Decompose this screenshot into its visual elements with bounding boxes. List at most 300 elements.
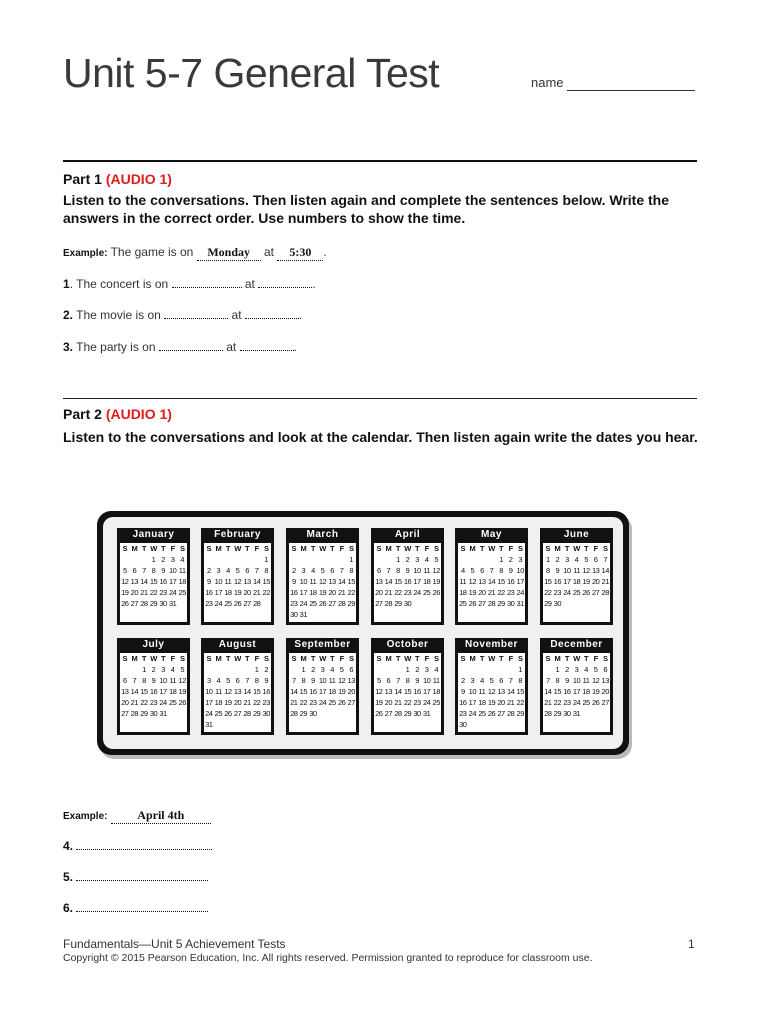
day-number: 21 (252, 588, 261, 597)
weekday-header: W (150, 654, 157, 663)
month-days-grid (289, 543, 356, 622)
day-number: 20 (478, 588, 486, 597)
weekday-header: T (415, 654, 420, 663)
day-number: 13 (121, 687, 129, 696)
weekday-header: T (161, 654, 166, 663)
empty-day (506, 664, 516, 675)
month-name: June (563, 529, 590, 540)
day-number: 22 (299, 698, 308, 707)
day-number: 31 (516, 599, 524, 608)
day-number: 25 (572, 588, 581, 597)
day-number: 19 (318, 588, 327, 597)
day-number: 8 (499, 566, 503, 575)
day-number: 28 (243, 709, 251, 718)
example-label: Example: (63, 248, 108, 259)
day-number: 17 (318, 687, 327, 696)
weekday-header: M (300, 544, 307, 553)
part2-example (63, 808, 211, 824)
weekday-header: M (469, 544, 476, 553)
day-number: 15 (544, 577, 552, 586)
month-days-grid (120, 543, 187, 622)
day-number: 6 (386, 676, 391, 685)
part2-label: Part 2 (63, 406, 102, 422)
weekday-header: T (310, 654, 315, 663)
weekday-header: T (330, 544, 335, 553)
day-number: 29 (140, 709, 148, 718)
day-number: 15 (299, 687, 308, 696)
empty-day (289, 554, 299, 565)
day-number: 21 (601, 577, 609, 586)
day-number: 3 (574, 665, 579, 674)
day-number: 13 (347, 676, 355, 685)
weekday-header: T (141, 544, 146, 553)
weekday-header: S (263, 544, 269, 553)
weekday-header: T (245, 654, 250, 663)
day-number: 23 (563, 698, 571, 707)
weekday-header: W (404, 544, 411, 553)
day-number: 24 (468, 709, 477, 718)
day-number: 15 (149, 577, 158, 586)
calendar-month-november (455, 638, 528, 735)
day-number: 21 (140, 588, 148, 597)
day-number: 10 (318, 676, 327, 685)
day-number: 17 (516, 577, 524, 586)
day-number: 7 (396, 676, 400, 685)
day-number: 8 (555, 676, 560, 685)
weekday-header: W (573, 654, 580, 663)
day-number: 3 (161, 665, 165, 674)
day-number: 6 (122, 676, 127, 685)
calendar-month-december (540, 638, 613, 735)
name-label: name (531, 75, 564, 90)
weekday-header: T (161, 544, 166, 553)
weekday-header: M (215, 654, 222, 663)
day-number: 15 (140, 687, 148, 696)
day-number: 17 (299, 588, 308, 597)
day-number: 10 (413, 566, 421, 575)
month-days-grid (458, 543, 525, 622)
weekday-header: S (206, 544, 212, 553)
day-number: 7 (254, 566, 259, 575)
weekday-header: T (584, 654, 589, 663)
day-number: 4 (311, 566, 315, 575)
day-number: 2 (508, 555, 513, 564)
example-text: The game is on (110, 245, 194, 259)
day-number: 11 (309, 577, 317, 586)
day-number: 4 (460, 566, 465, 575)
day-number: 24 (205, 709, 213, 718)
day-number: 8 (151, 566, 156, 575)
weekday-header: W (319, 544, 326, 553)
weekday-header: T (245, 544, 250, 553)
day-number: 22 (347, 588, 355, 597)
day-number: 2 (415, 665, 419, 674)
day-number: 12 (375, 687, 383, 696)
empty-day (223, 664, 233, 675)
day-number: 14 (130, 687, 139, 696)
day-number: 18 (572, 577, 581, 586)
day-number: 31 (168, 599, 177, 608)
month-name: December (550, 639, 603, 650)
day-number: 15 (252, 687, 261, 696)
day-number: 29 (403, 709, 412, 718)
weekday-header: S (517, 654, 523, 663)
part2-audio-label: (AUDIO 1) (105, 406, 172, 422)
footer-title: Fundamentals—Unit 5 Achievement Tests (63, 937, 286, 951)
month-days-grid (543, 653, 610, 732)
day-number: 30 (262, 709, 270, 718)
day-number: 27 (243, 599, 251, 608)
day-number: 11 (224, 577, 232, 586)
day-number: 31 (572, 709, 581, 718)
day-number: 27 (384, 709, 393, 718)
day-number: 29 (149, 599, 158, 608)
weekday-header: S (263, 654, 269, 663)
month-days-grid (289, 653, 356, 732)
answer-blank[interactable] (164, 308, 228, 319)
day-number: 23 (159, 588, 167, 597)
day-number: 9 (311, 676, 315, 685)
day-number: 29 (497, 599, 505, 608)
day-number: 7 (386, 566, 391, 575)
day-number: 1 (349, 555, 354, 564)
day-number: 21 (290, 698, 298, 707)
day-number: 8 (264, 566, 269, 575)
day-number: 16 (290, 588, 298, 597)
weekday-header: W (234, 654, 241, 663)
month-name: February (214, 529, 261, 540)
part2-heading (63, 406, 172, 422)
empty-day (477, 664, 487, 675)
month-name: March (306, 529, 339, 540)
day-number: 16 (403, 577, 412, 586)
day-number: 5 (489, 676, 494, 685)
day-number: 11 (432, 676, 440, 685)
day-number: 12 (487, 687, 496, 696)
day-number: 30 (403, 599, 412, 608)
day-number: 9 (151, 676, 156, 685)
empty-day (327, 554, 337, 565)
calendar-month-january (117, 528, 190, 625)
day-number: 29 (299, 709, 308, 718)
day-number: 6 (245, 566, 249, 575)
day-number: 5 (122, 566, 127, 575)
day-number: 16 (563, 687, 571, 696)
day-number: 21 (506, 698, 515, 707)
day-number: 27 (591, 588, 600, 597)
day-number: 5 (320, 566, 325, 575)
part1-label: Part 1 (63, 171, 102, 187)
day-number: 6 (330, 566, 334, 575)
day-number: 25 (478, 709, 486, 718)
day-number: 26 (582, 588, 590, 597)
calendar-panel (103, 517, 623, 749)
day-number: 17 (159, 687, 167, 696)
day-number: 26 (178, 698, 186, 707)
weekday-header: F (254, 544, 259, 553)
question-number: 4. (63, 839, 74, 853)
empty-day (458, 554, 468, 565)
day-number: 11 (573, 566, 580, 575)
day-number: 2 (460, 676, 465, 685)
day-number: 13 (478, 577, 486, 586)
day-number: 25 (328, 698, 336, 707)
day-number: 9 (415, 676, 419, 685)
calendar-month-june (540, 528, 613, 625)
day-number: 1 (499, 555, 503, 564)
day-number: 3 (206, 676, 211, 685)
day-number: 21 (243, 698, 251, 707)
day-number: 24 (168, 588, 177, 597)
day-number: 2 (565, 665, 569, 674)
empty-day (384, 554, 394, 565)
day-number: 7 (245, 676, 249, 685)
day-number: 3 (301, 566, 306, 575)
day-number: 27 (233, 709, 242, 718)
day-number: 17 (572, 687, 581, 696)
day-number: 5 (584, 555, 588, 564)
month-name: July (142, 639, 165, 650)
part2-instructions: Listen to the conversations and look at the calendar. Then listen again write the dates you hear. (63, 429, 698, 445)
day-number: 12 (233, 577, 242, 586)
day-number: 2 (151, 665, 156, 674)
answer-blank[interactable] (159, 340, 223, 351)
day-number: 13 (601, 676, 609, 685)
weekday-header: W (234, 544, 241, 553)
empty-day (204, 554, 214, 565)
weekday-header: M (554, 654, 561, 663)
day-number: 13 (384, 687, 393, 696)
part2-question-5 (63, 870, 208, 884)
day-number: 18 (478, 698, 486, 707)
month-name: May (481, 529, 502, 540)
day-number: 30 (309, 709, 317, 718)
day-number: 10 (563, 566, 571, 575)
weekday-header: M (131, 544, 138, 553)
answer-blank[interactable] (172, 277, 242, 288)
day-number: 26 (487, 709, 496, 718)
answer-blank[interactable] (76, 870, 208, 881)
day-number: 26 (233, 599, 242, 608)
day-number: 24 (422, 698, 431, 707)
answer-blank[interactable] (76, 901, 208, 912)
empty-day (384, 664, 394, 675)
day-number: 2 (161, 555, 165, 564)
day-number: 20 (347, 687, 355, 696)
day-number: 6 (132, 566, 137, 575)
day-number: 6 (480, 566, 484, 575)
day-number: 25 (309, 599, 317, 608)
weekday-header: F (593, 544, 598, 553)
day-number: 10 (516, 566, 524, 575)
day-number: 24 (572, 698, 581, 707)
day-number: 20 (591, 577, 600, 586)
day-number: 19 (178, 687, 186, 696)
weekday-header: F (254, 654, 259, 663)
day-number: 26 (337, 698, 346, 707)
day-number: 12 (318, 577, 327, 586)
weekday-header: W (319, 654, 326, 663)
day-number: 19 (233, 588, 242, 597)
answer-blank[interactable] (258, 277, 312, 288)
day-number: 2 (405, 555, 410, 564)
day-number: 24 (413, 588, 421, 597)
weekday-header: S (545, 544, 551, 553)
day-number: 1 (142, 665, 146, 674)
weekday-header: S (122, 654, 128, 663)
month-days-grid (204, 543, 271, 622)
day-number: 26 (375, 709, 383, 718)
day-number: 28 (601, 588, 609, 597)
day-number: 9 (405, 566, 410, 575)
answer-blank[interactable] (240, 340, 294, 351)
day-number: 16 (262, 687, 270, 696)
day-number: 21 (544, 698, 552, 707)
day-number: 18 (168, 687, 177, 696)
day-number: 21 (384, 588, 393, 597)
day-number: 11 (214, 687, 222, 696)
day-number: 1 (545, 555, 550, 564)
day-number: 28 (130, 709, 139, 718)
day-number: 26 (224, 709, 232, 718)
weekday-header: T (479, 544, 484, 553)
calendar-month-may (455, 528, 528, 625)
day-number: 9 (508, 566, 513, 575)
day-number: 4 (170, 665, 175, 674)
day-number: 18 (459, 588, 467, 597)
day-number: 3 (320, 665, 325, 674)
day-number: 31 (205, 720, 213, 729)
weekday-header: F (508, 544, 513, 553)
weekday-header: M (469, 654, 476, 663)
month-days-grid (120, 653, 187, 732)
day-number: 19 (468, 588, 477, 597)
day-number: 28 (506, 709, 515, 718)
day-number: 11 (423, 566, 431, 575)
day-number: 28 (394, 709, 402, 718)
day-number: 10 (205, 687, 213, 696)
empty-day (289, 664, 299, 675)
day-number: 7 (508, 676, 513, 685)
weekday-header: S (348, 544, 354, 553)
question-number: 1 (63, 277, 70, 291)
day-number: 25 (224, 599, 232, 608)
name-field-line[interactable] (567, 90, 695, 91)
weekday-header: T (479, 654, 484, 663)
weekday-header: S (179, 654, 185, 663)
day-number: 30 (459, 720, 467, 729)
answer-blank[interactable] (76, 839, 212, 850)
empty-day (318, 554, 328, 565)
day-number: 10 (572, 676, 581, 685)
day-number: 3 (170, 555, 175, 564)
day-number: 11 (582, 676, 590, 685)
day-number: 22 (403, 698, 412, 707)
day-number: 4 (226, 566, 230, 575)
day-number: 18 (214, 698, 223, 707)
weekday-header: W (150, 544, 157, 553)
day-number: 12 (224, 687, 232, 696)
day-number: 24 (214, 599, 223, 608)
day-number: 8 (349, 566, 354, 575)
part1-audio-label: (AUDIO 1) (105, 171, 172, 187)
month-name: August (218, 639, 257, 650)
weekday-header: T (415, 544, 420, 553)
day-number: 27 (121, 709, 129, 718)
day-number: 6 (235, 676, 240, 685)
day-number: 9 (291, 577, 296, 586)
day-number: 5 (226, 676, 230, 685)
day-number: 10 (299, 577, 308, 586)
day-number: 1 (301, 665, 306, 674)
day-number: 2 (264, 665, 269, 674)
day-number: 28 (252, 599, 261, 608)
day-number: 18 (582, 687, 590, 696)
month-name: October (386, 639, 429, 650)
empty-day (299, 554, 309, 565)
page-number: 1 (688, 937, 695, 951)
empty-day (130, 554, 140, 565)
empty-day (214, 664, 224, 675)
day-number: 25 (214, 709, 223, 718)
day-number: 22 (252, 698, 261, 707)
weekday-header: T (584, 544, 589, 553)
question-number: 6. (63, 901, 74, 915)
day-number: 15 (497, 577, 505, 586)
example-time-answer: 5:30 (277, 245, 323, 261)
page-title: Unit 5-7 General Test (63, 50, 440, 96)
day-number: 5 (180, 665, 185, 674)
day-number: 25 (459, 599, 467, 608)
weekday-header: T (499, 544, 504, 553)
day-number: 25 (422, 588, 431, 597)
weekday-header: T (395, 544, 400, 553)
weekday-header: S (545, 654, 551, 663)
day-number: 16 (159, 577, 167, 586)
day-number: 27 (130, 599, 139, 608)
day-number: 13 (328, 577, 336, 586)
day-number: 12 (121, 577, 129, 586)
day-number: 20 (233, 698, 242, 707)
day-number: 14 (394, 687, 402, 696)
day-number: 23 (290, 599, 298, 608)
day-number: 20 (243, 588, 251, 597)
calendar-month-march (286, 528, 359, 625)
day-number: 31 (422, 709, 431, 718)
day-number: 17 (468, 698, 477, 707)
day-number: 21 (394, 698, 402, 707)
calendar-month-july (117, 638, 190, 735)
empty-day (487, 554, 497, 565)
answer-blank[interactable] (245, 308, 299, 319)
empty-day (252, 554, 262, 565)
day-number: 7 (489, 566, 494, 575)
day-number: 27 (478, 599, 486, 608)
day-number: 18 (432, 687, 440, 696)
weekday-header: S (376, 654, 382, 663)
day-number: 24 (159, 698, 167, 707)
weekday-header: M (385, 544, 392, 553)
day-number: 10 (422, 676, 431, 685)
day-number: 16 (205, 588, 213, 597)
day-number: 14 (140, 577, 148, 586)
day-number: 28 (337, 599, 346, 608)
day-number: 25 (168, 698, 177, 707)
day-number: 4 (584, 665, 588, 674)
day-number: 23 (506, 588, 515, 597)
day-number: 10 (168, 566, 177, 575)
part2-question-6 (63, 901, 208, 915)
